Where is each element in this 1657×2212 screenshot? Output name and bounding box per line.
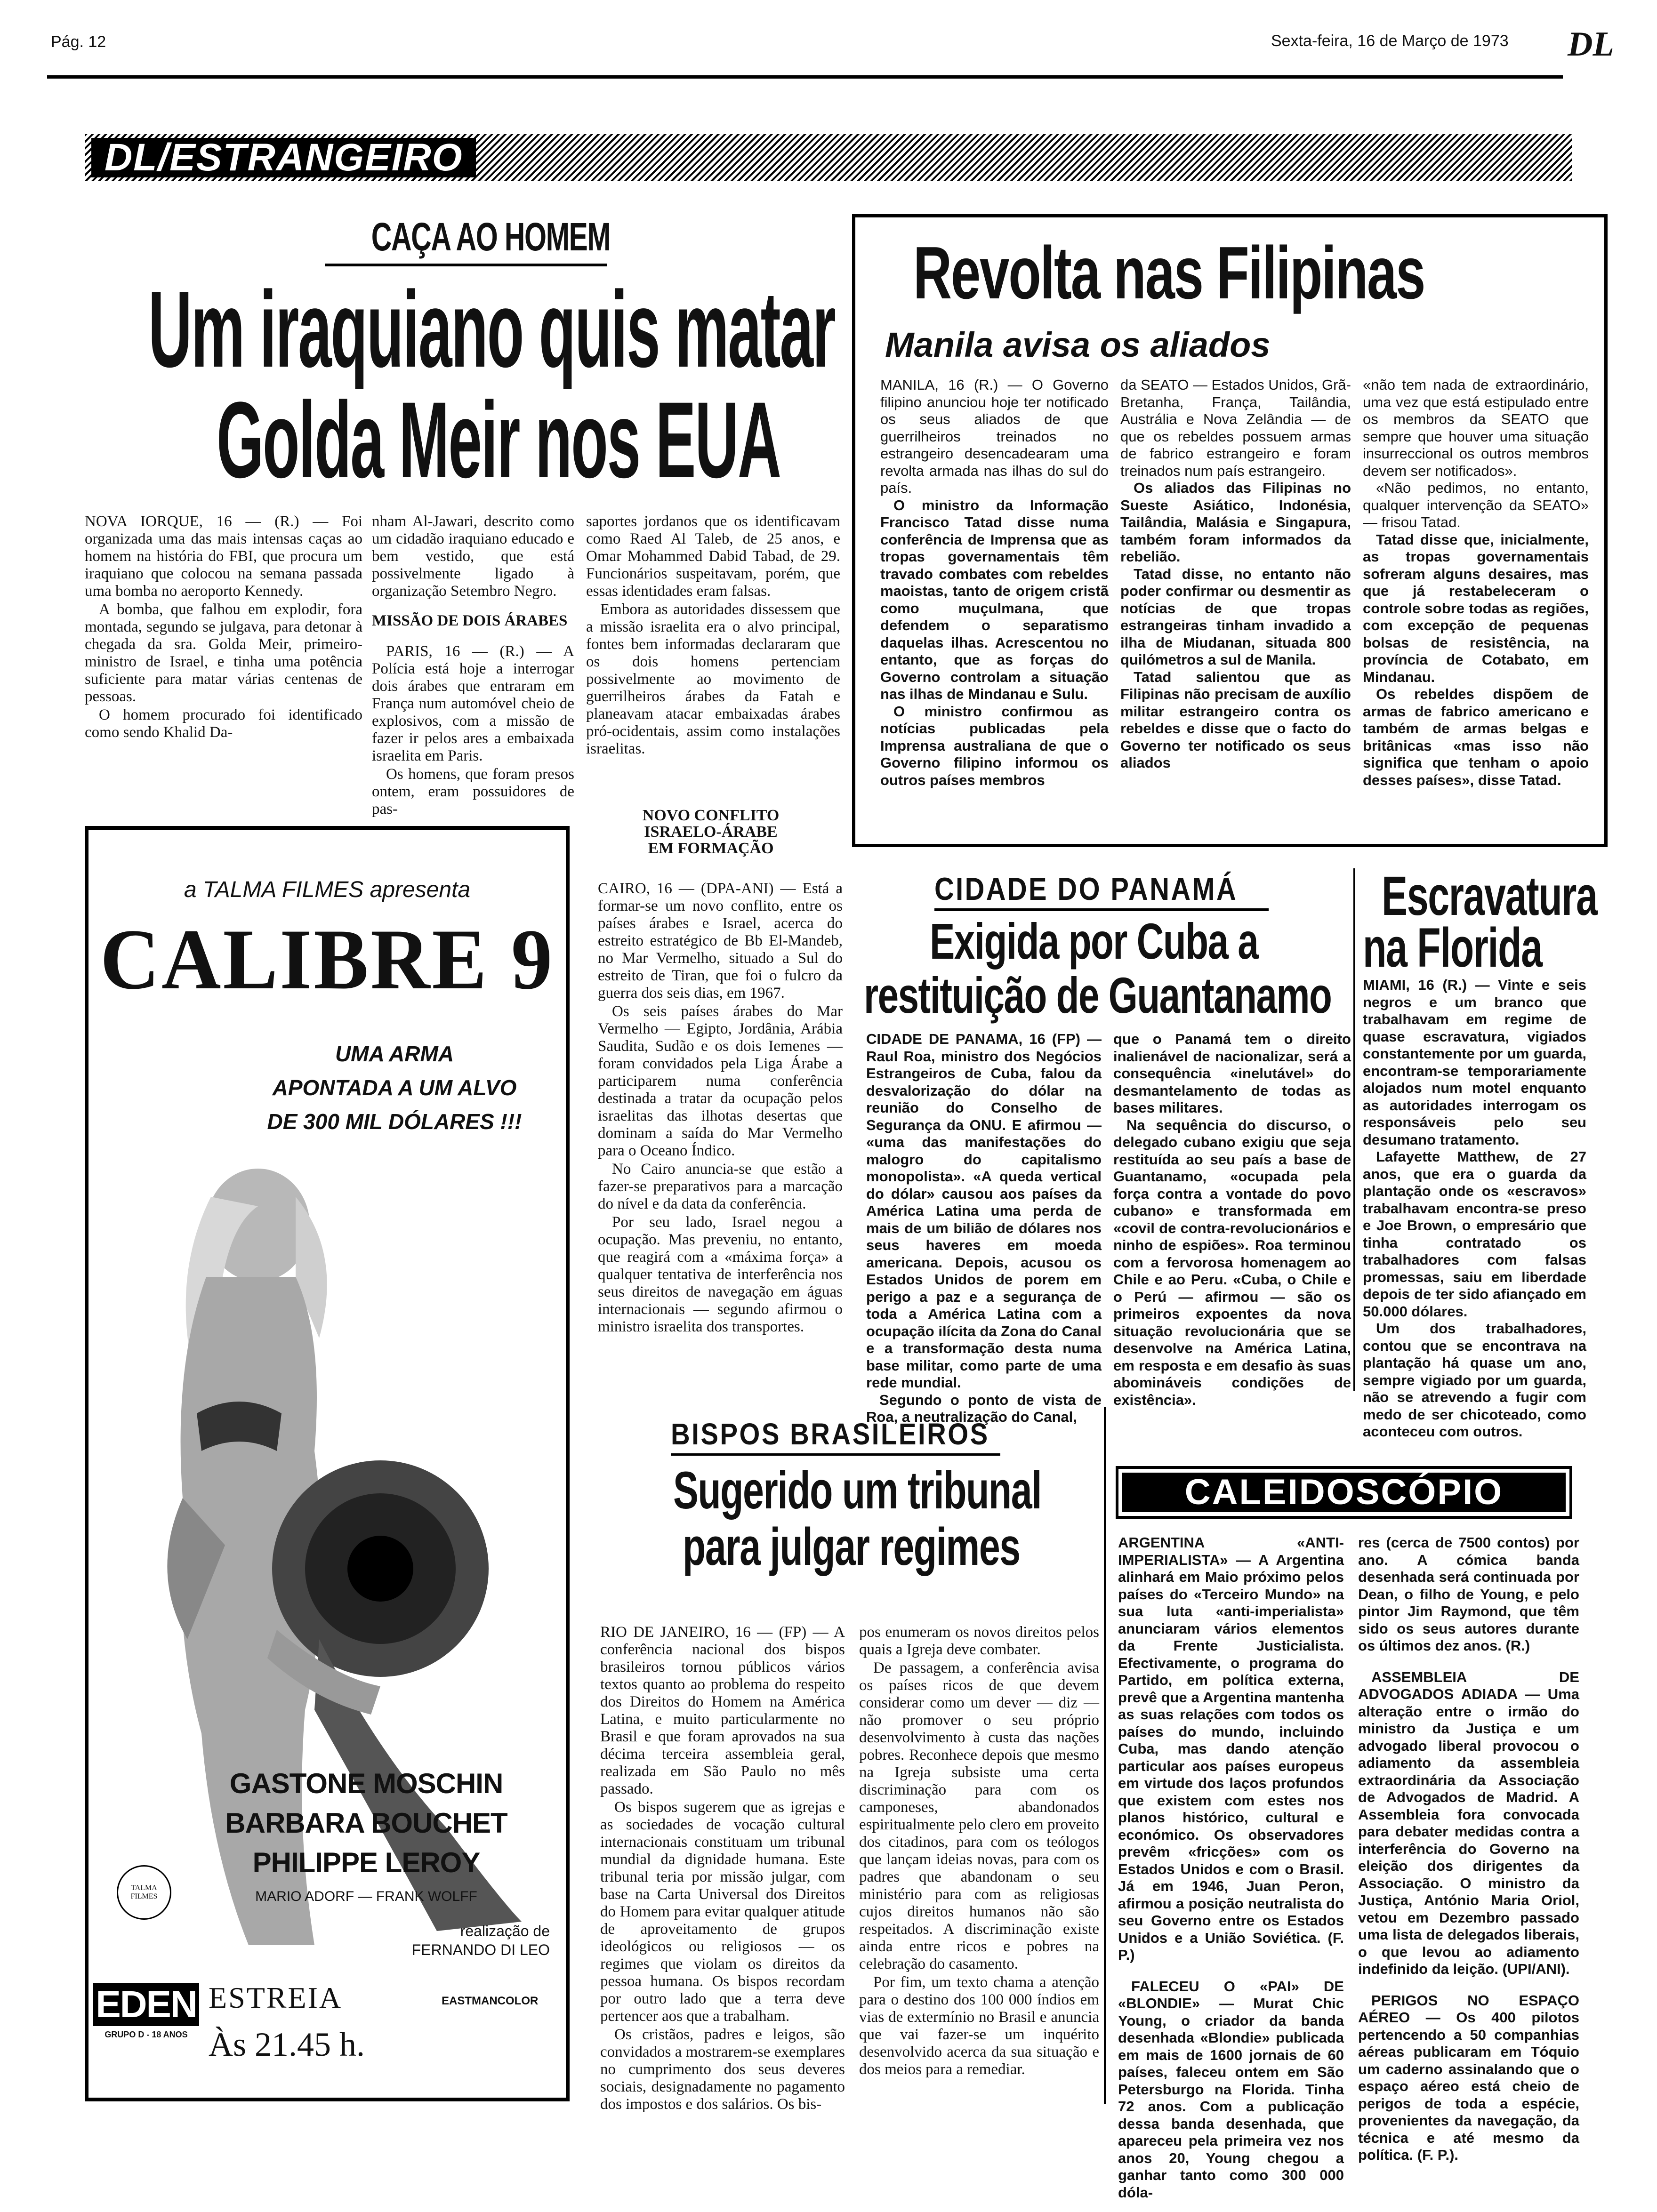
story6-divider: [1104, 1407, 1106, 2104]
caleido-item: [1358, 1534, 1579, 1655]
movie-ad: [85, 826, 570, 2101]
paragraph: Um dos trabalhadores, contou que se encontrava na plantação há quase um ano, sempre vigiado por um guarda, não se atrevendo a fugir com medo de ser chicoteado, como aconteceu com outros.: [1363, 1320, 1586, 1440]
paragraph: Lafayette Matthew, de 27 anos, que era o guarda da plantação onde os «escravos» trabalhavam encontra-se preso e Joe Brown, o empresário que tinha contratado os trabalhadores com falsas promessas, saiu em liberdade depois de ter sido afiançado em 50.000 dólares.: [1363, 1148, 1586, 1320]
story4-headline-2: restituição de Guantanamo: [864, 967, 1332, 1024]
caleidoscopio-col2: [1358, 1534, 1579, 2164]
story5-headline-1: Escravatura: [1382, 865, 1597, 927]
ad-cast: [183, 1764, 550, 1883]
ad-premiere: ESTREIA: [209, 1981, 343, 2014]
story6-col1: [600, 1624, 845, 2114]
page-date: Sexta-feira, 16 de Março de 1973: [1271, 32, 1509, 50]
paragraph: Por seu lado, Israel negou a ocupação. Mas preveniu, no entanto, que reagirá com a «máxima força» a qualquer tentativa de interferência nos seus direitos de navegação em águas internacionais — segundo afirmou o ministro israelita dos transportes.: [598, 1214, 843, 1335]
story3-subhead: Manila avisa os aliados: [885, 325, 1271, 364]
paragraph: Os rebeldes dispõem de armas de fabrico americano e também de armas belgas e britânicas «mas isso não significa que tenham o apoio desses países», disse Tatad.: [1363, 686, 1589, 788]
story4-kicker-rule: [934, 908, 1269, 911]
paragraph: Tatad salientou que as Filipinas não precisam de auxílio militar estrangeiro contra os rebeldes e disse que o facto do Governo ter notificado os seus aliados: [1120, 668, 1351, 771]
paragraph: MIAMI, 16 (R.) — Vinte e seis negros e um branco que trabalhavam em regime de quase escravatura, vigiados constantemente por um guarda, encontram-se temporariamente alojados num motel enquanto as autoridades interrogam os responsáveis pelo seu desumano tratamento.: [1363, 977, 1586, 1148]
story4-headline-1: Exigida por Cuba a: [930, 913, 1258, 970]
story1-kicker: CAÇA AO HOMEM: [371, 215, 611, 259]
caleido-item: [1358, 1992, 1579, 2164]
ad-format: EASTMANCOLOR: [442, 1995, 539, 2007]
story4-kicker: CIDADE DO PANAMÁ: [934, 871, 1238, 907]
page-number: Pág. 12: [51, 33, 106, 51]
paragraph: da SEATO — Estados Unidos, Grã-Bretanha, França, Tailândia, Austrália e Nova Zelândia — de que os rebeldes possuem armas de fabrico estrangeiro e foram treinados num país estrangeiro.: [1120, 377, 1351, 479]
paragraph: que o Panamá tem o direito inalienável de nacionalizar, será a consequência «inelutável» do desmantelamento de todas as bases militares.: [1113, 1031, 1351, 1116]
story3-col3: [1363, 377, 1589, 789]
story6-headline-1: Sugerido um tribunal: [673, 1461, 1042, 1520]
ad-seal-text: TALMA FILMES: [130, 1884, 158, 1900]
paragraph: NOVA IORQUE, 16 — (R.) — Foi organizada uma das mais intensas caças ao homem na história do FBI, que procura um iraquiano que colocou na semana passada uma bomba no aeroporto Kennedy.: [85, 513, 362, 600]
dl-logo: DL: [1568, 25, 1614, 64]
caleido-item: [1118, 1534, 1344, 1964]
ad-title: [88, 912, 566, 1007]
story1-col3: [586, 513, 840, 759]
caleido-item-lead: ARGENTINA «ANTI-IMPERIALISTA» —: [1118, 1534, 1344, 1568]
paragraph: Segundo o ponto de vista de Roa, a neutralização do Canal,: [866, 1391, 1102, 1425]
ad-cast-2: BARBARA BOUCHET: [225, 1807, 507, 1839]
caleido-item: [1118, 1978, 1344, 2202]
caleido-item-text: Os 400 pilotos pertencendo a 50 companhias aéreas publicaram em Tóquio um caderno assinalando que o espaço aéreo está cheio de perigos de toda a espécie, provenientes da navegação, da técnica e até mesmo da política. (F. P.).: [1358, 2009, 1579, 2163]
paragraph: pos enumeram os novos direitos pelos quais a Igreja deve combater.: [859, 1624, 1099, 1658]
paragraph: «não tem nada de extraordinário, uma vez que está estipulado entre os membros da SEATO que sempre que houver uma situação insurreccional os outros membros devem ser notificados».: [1363, 377, 1589, 479]
story1-kicker-rule: [325, 264, 607, 266]
caleido-item-lead: PERIGOS NO ESPAÇO AÉREO —: [1358, 1992, 1579, 2026]
section-banner: [85, 134, 1572, 181]
caleido-item-text: Uma alteração entre o irmão do ministro da Justiça e um advogado liberal provocou o adiamento da assembleia extraordinária da Associação de Advogados de Madrid. A Assembleia fora convocada para debater medidas contra a interferência do Governo na eleição dos dirigentes da Associação. O ministro da Justiça, António Maria Oriol, vetou em Dezembro passado uma lista de delegados liberais, o que levou ao adiamento indefinido da leição. (UPI/ANI).: [1358, 1686, 1579, 1977]
paragraph: Os seis países árabes do Mar Vermelho — Egipto, Jordânia, Arábia Saudita, Sudão e os dois Iemenes — foram convidados pela Liga Árabe a participarem numa conferência destinada a tratar da ocupação pelos israelitas das ilhotas desertas que dominam a saída do Mar Vermelho para o Oceano Índico.: [598, 1003, 843, 1159]
story6-kicker-rule: [671, 1453, 1000, 1456]
story6-kicker: BISPOS BRASILEIROS: [671, 1417, 989, 1451]
story1-headline-1: Um iraquiano quis matar: [148, 269, 835, 390]
header-rule: [47, 75, 1563, 79]
ad-seal: [117, 1865, 171, 1920]
story5-body: [1363, 977, 1586, 1441]
ad-tagline: [244, 1037, 545, 1138]
section-banner-label: DL/ESTRANGEIRO: [91, 138, 476, 177]
paragraph: Tatad disse, no entanto não poder confirmar ou desmentir as notícias de que tropas estrangeiras tinham invadido a ilha de Miudanan, situada 800 quilómetros a sul de Manila.: [1120, 565, 1351, 668]
caleido-item-lead: FALECEU O «PAI» DE «BLONDIE» —: [1118, 1978, 1344, 2012]
story6-headline-2: para julgar regimes: [683, 1517, 1020, 1576]
story4-col1: [866, 1031, 1102, 1426]
paragraph: saportes jordanos que os identificavam como Raed Al Taleb, de 25 anos, e Omar Mohammed Dabid Tabad, de 29. Funcionários suspeitavam, porém, que essas identidades eram falsas.: [586, 513, 840, 600]
ad-title-text: CALIBRE 9: [100, 911, 555, 1007]
story1-headline-2: Golda Meir nos EUA: [217, 379, 780, 500]
ad-cinema: EDEN: [93, 1983, 199, 2026]
story4-col2: [1113, 1031, 1351, 1409]
story4-divider: [1353, 868, 1355, 1391]
paragraph: De passagem, a conferência avisa os países ricos de que devem considerar como um dever — diz — não promover o seu próprio desenvolvimento à custa das nações pobres. Reconhece depois que mesmo na Igreja subsiste uma certa discriminação para com os camponeses, abandonados espiritualmente pelo clero em proveito dos citadinos, para com os teólogos que lançam ideias novas, para com os padres que abandonam o seu ministério para com as religiosas cujos direitos humanos não são respeitados. A discriminação existe ainda entre ricos e pobres na celebração do casamento.: [859, 1659, 1099, 1972]
ad-time: Às 21.45 h.: [209, 2026, 365, 2063]
caleidoscopio-col1: [1118, 1534, 1344, 2201]
paragraph: CIDADE DE PANAMA, 16 (FP) — Raul Roa, ministro dos Negócios Estrangeiros de Cuba, falou da desvalorização do dólar na reunião do Conselho de Segurança da ONU. E afirmou — «uma das manifestações do malogro do capitalismo monopolista». «A queda vertical do dólar» causou aos países da América Latina uma perda de mais de um bilião de dólares nos seus haveres em moeda americana. Depois, acusou os Estados Unidos de porem em perigo a paz e a segurança de toda a América Latina com a ocupação ilícita da Zona do Canal e a transformação desta numa base militar, como parte de uma rede mundial.: [866, 1031, 1102, 1391]
paragraph: «Não pedimos, no entanto, qualquer intervenção da SEATO» — frisou Tatad.: [1363, 480, 1589, 530]
ad-director: FERNANDO DI LEO: [411, 1941, 550, 1958]
paragraph: Embora as autoridades dissessem que a missão israelita era o alvo principal, fontes bem informadas declararam que os dois homens pertenciam possivelmente ao movimento de guerrilheiros árabes da Fatah e planeavam atacar embaixadas árabes pró-ocidentais, assim como instalações israelitas.: [586, 601, 840, 757]
caleido-item-text: Murat Chic Young, o criador da banda desenhada «Blondie» publicada em mais de 1600 jornais de 60 países, faleceu ontem em São Petersburgo na Florida. Tinha 72 anos. Com a publicação dessa banda desenhada, que apareceu pela primeira vez nos anos 20, Young chegou a ganhar tanto como 300 000 dóla-: [1118, 1995, 1344, 2201]
ad-direction-label: realização de: [460, 1923, 550, 1940]
caleido-item-lead: ASSEMBLEIA DE ADVOGADOS ADIADA —: [1358, 1668, 1579, 1702]
paragraph: Os aliados das Filipinas no Sueste Asiático, Indonésia, Tailândia, Malásia e Singapura, também foram informados da rebelião.: [1120, 480, 1351, 565]
subhead: MISSÃO DE DOIS ÁRABES: [372, 612, 568, 629]
story1-col2: [372, 513, 574, 819]
story3-col1: [880, 377, 1109, 789]
paragraph: O ministro confirmou as notícias publicadas pela Imprensa australiana de que o Governo filipino informou os outros países membros: [880, 703, 1109, 788]
ad-tagline-1: UMA ARMA: [335, 1042, 454, 1066]
paragraph: nham Al-Jawari, descrito como um cidadão iraquiano educado e bem vestido, que está possivelmente ligado à organização Setembro Negro.: [372, 513, 574, 600]
paragraph: Por fim, um texto chama a atenção para o destino dos 100 000 índios em vias de extermínio no Brasil e anuncia que vai fazer-se um inquérito desenvolvido acerca da sua situação e dos meios para a remediar.: [859, 1974, 1099, 2078]
story5-headline-2: na Florida: [1363, 917, 1542, 979]
paragraph: RIO DE JANEIRO, 16 — (FP) — A conferência nacional dos bispos brasileiros tornou públicos vários textos quanto ao problema do respeito dos Direitos do Homem na América Latina, e muito particularmente no Brasil e que foram aprovados na sua décima terceira assembleia geral, realizada em São Paulo no mês passado.: [600, 1624, 845, 1797]
paragraph: CAIRO, 16 — (DPA-ANI) — Está a formar-se um novo conflito, entre os países árabes e Israel, acerca do estreito estratégico de Bb El-Mandeb, no Mar Vermelho, situado a Sul do estreito de Tiran, que foi o fulcro da guerra dos seis dias, em 1967.: [598, 880, 843, 1002]
paragraph: Os homens, que foram presos ontem, eram possuidores de pas-: [372, 766, 574, 817]
paragraph: PARIS, 16 — (R.) — A Polícia está hoje a interrogar dois árabes que entraram em França num automóvel cheio de explosivos, com a missão de fazer ir pelos ares a embaixada israelita em Paris.: [372, 643, 574, 764]
paragraph: Na sequência do discurso, o delegado cubano exigiu que seja restituída ao seu país a base de Guantanamo, «ocupada pela força contra a vontade do povo cubano» e transformada em «covil de contra-revolucionários e ninho de espiões». Roa terminou com a fervorosa homenagem ao Chile e ao Peru. «Cuba, o Chile e o Perú — afirmou — são os primeiros expoentes da nova situação revolucionária que se desenvolve na América Latina, em resposta e em desafio às suas abomináveis condições de existência».: [1113, 1116, 1351, 1408]
ad-tagline-2: APONTADA A UM ALVO: [272, 1075, 517, 1100]
story1-col1: [85, 513, 362, 742]
story3-col2: [1120, 377, 1351, 772]
caleidoscopio-title: CALEIDOSCÓPIO: [1122, 1473, 1566, 1512]
story2-headline: NOVO CONFLITO ISRAELO-ÁRABE EM FORMAÇÃO: [642, 807, 780, 857]
caleidoscopio-banner: [1116, 1466, 1572, 1519]
ad-rating: GRUPO D - 18 ANOS: [105, 2030, 188, 2039]
paragraph: MANILA, 16 (R.) — O Governo filipino anunciou hoje ter notificado os seus aliados de que guerrilheiros treinados no estrangeiro desencadearam uma revolta armada nas ilhas do sul do país.: [880, 377, 1109, 496]
story3-headline: Revolta nas Filipinas: [913, 232, 1425, 314]
paragraph: O homem procurado foi identificado como sendo Khalid Da-: [85, 706, 362, 741]
caleido-item-text: A Argentina alinhará em Maio próximo pelos países do «Terceiro Mundo» na sua luta «anti-imperialista» anunciaram vários elementos da Frente Justicialista. Efectivamente, o programa do Partido, em política externa, prevê que a Argentina mantenha as suas relações com todos os países do mundo, incluindo Cuba, mas dando atenção particular aos países europeus em virtude dos laços profundos que existem com estes nos planos histórico, cultural e económico. Os observadores prevêm «fricções» com os Estados Unidos e com o Brasil. Já em 1946, Juan Peron, afirmou a posição neutralista do seu Governo entre os Estados Unidos e a União Soviética. (F. P.): [1118, 1551, 1344, 1963]
story2-body: [598, 880, 843, 1337]
paragraph: O ministro da Informação Francisco Tatad disse numa conferência de Imprensa que as tropas governamentais têm travado combates com rebeldes maoistas, tanto de origem cristã como muçulmana, que defendem o separatismo daquelas ilhas. Acrescentou no entanto, que as forças do Governo controlam a situação nas ilhas de Mindanau e Sulu.: [880, 497, 1109, 702]
caleido-item: [1358, 1669, 1579, 1978]
caleido-item-text: res (cerca de 7500 contos) por ano. A cómica banda desenhada será continuada por Dean, o filho de Young, e pelo pintor Jim Raymond, que têm sido os seus autores durante os últimos dez anos. (R.): [1358, 1534, 1579, 1654]
ad-tagline-3: DE 300 MIL DÓLARES !!!: [267, 1109, 522, 1134]
paragraph: Os bispos sugerem que as igrejas e as sociedades de vocação cultural internacionais constituam um tribunal mundial da dignidade humana. Este tribunal teria por missão julgar, com base na Carta Universal dos Direitos do Homem para evitar qualquer atitude de aproveitamento de grupos ideológicos ou religiosos — os regimes que violam os direitos da pessoa humana. Os bispos recordam por outro lado que a terra deve pertencer aos que a trabalham.: [600, 1799, 845, 2025]
ad-cast-3: PHILIPPE LEROY: [252, 1847, 480, 1878]
ad-cast-1: GASTONE MOSCHIN: [229, 1768, 503, 1799]
ad-cast-minor: MARIO ADORF — FRANK WOLFF: [255, 1889, 477, 1904]
paragraph: Tatad disse que, inicialmente, as tropas governamentais sofreram alguns desaires, mas que já restabeleceram o controle sobre todas as regiões, com excepção de pequenas bolsas de resistência, na província de Cotabato, em Mindanau.: [1363, 531, 1589, 685]
paragraph: No Cairo anuncia-se que estão a fazer-se preparativos para a marcação do nível e da data da conferência.: [598, 1161, 843, 1212]
ad-presenter: a TALMA FILMES apresenta: [184, 877, 471, 902]
paragraph: Os cristãos, padres e leigos, são convidados a mostrarem-se exemplares no cumprimento dos seus deveres sociais, designadamente no pagamento dos impostos e dos salários. Os bis-: [600, 2026, 845, 2113]
story6-col2: [859, 1624, 1099, 2079]
paragraph: A bomba, que falhou em explodir, fora montada, segundo se julgava, para detonar à chegada da sra. Golda Meir, primeiro-ministro de Israel, e tinha uma potência suficiente para matar várias centenas de pessoas.: [85, 601, 362, 705]
